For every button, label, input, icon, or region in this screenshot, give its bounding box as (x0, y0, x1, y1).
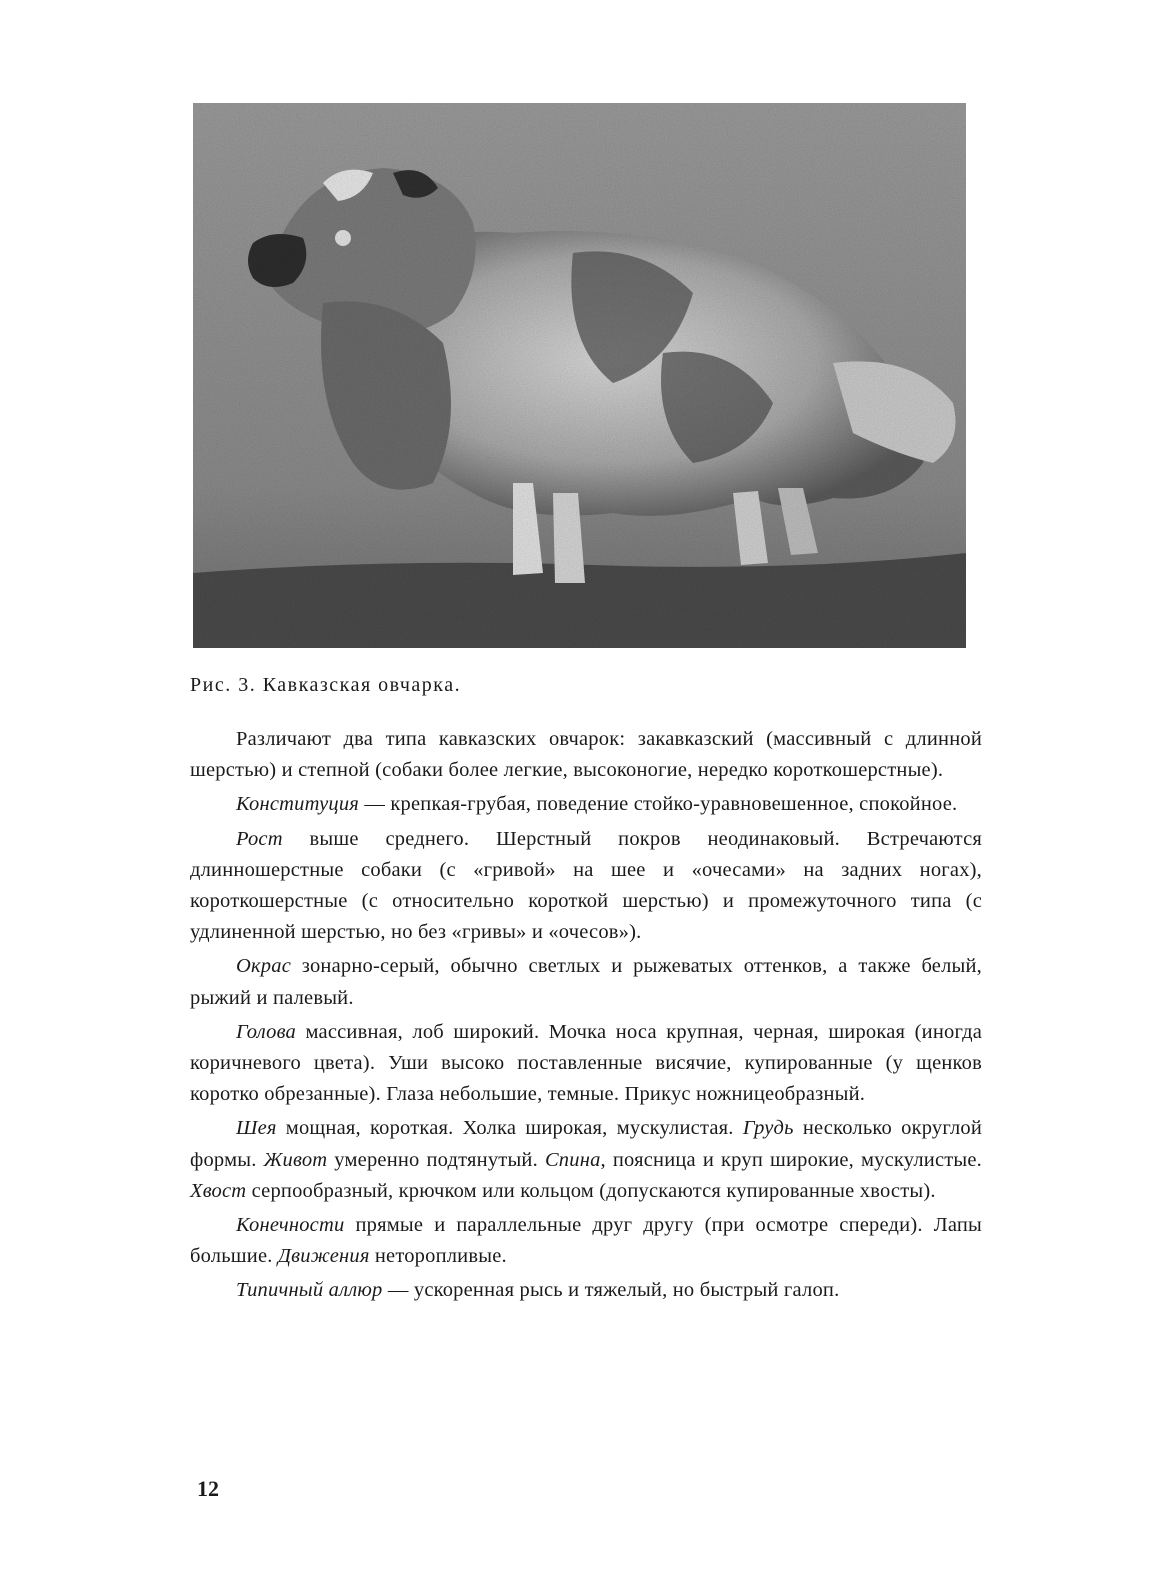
term-constitution: Конституция (236, 793, 360, 816)
term-height: Рост (236, 827, 283, 850)
term-neck: Шея (236, 1117, 277, 1140)
paragraph-types-text: Различают два типа кавказских овчарок: закавказский (массивный с длинной шерстью) и степной (собаки более легкие, высоконогие, нередко короткошерстные). (190, 728, 982, 782)
term-movement: Движения (277, 1245, 370, 1268)
paragraph-neck-text-5: серпообразный, крючком или кольцом (допускаются купированные хвосты). (246, 1179, 936, 1202)
paragraph-constitution (190, 789, 982, 820)
paragraph-neck-text-1: мощная, короткая. Холка широкая, мускулистая. (276, 1117, 743, 1140)
term-limbs: Конечности (236, 1214, 345, 1237)
paragraph-neck-text-2: несколько округлой формы. (190, 1117, 982, 1171)
paragraph-color (190, 951, 982, 1013)
body-text (190, 724, 982, 1307)
paragraph-gait (190, 1275, 982, 1306)
paragraph-gait-text: — ускоренная рысь и тяжелый, но быстрый галоп. (382, 1279, 840, 1302)
paragraph-neck-text-4: , поясница и круп широкие, мускулистые. (600, 1148, 983, 1171)
paragraph-head-text: массивная, лоб широкий. Мочка носа крупная, черная, широкая (иногда коричневого цвета). Уши высоко поставленные висячие, купированные (у щенков коротко обрезанные). Глаза небольшие, темные. Прикус ножницеобразный. (190, 1020, 982, 1106)
paragraph-head (190, 1017, 982, 1111)
paragraph-color-text: зонарно-серый, обычно светлых и рыжеватых оттенков, а также белый, рыжий и палевый. (190, 955, 982, 1009)
paragraph-neck (190, 1113, 982, 1207)
term-tail: Хвост (190, 1179, 247, 1202)
term-back: Спина (544, 1148, 601, 1171)
paragraph-height-text: выше среднего. Шерстный покров неодинаковый. Встречаются длинношерстные собаки (с «гривой» на шее и «очесами» на задних ногах), короткошерстные (с относительно короткой шерстью) и промежуточного типа (с удлиненной шерстью, но без «гривы» и «очесов»). (190, 827, 982, 944)
dog-photo-icon (193, 103, 966, 648)
term-gait: Типичный аллюр (236, 1279, 383, 1302)
term-belly: Живот (263, 1148, 328, 1171)
dog-photo-drawing (193, 103, 966, 648)
page-number: 12 (197, 1476, 219, 1501)
term-chest: Грудь (742, 1117, 794, 1140)
figure-caption: Рис. 3. Кавказская овчарка. (190, 674, 462, 696)
term-color: Окрас (236, 955, 291, 978)
paragraph-types (190, 724, 982, 786)
term-head: Голова (236, 1020, 296, 1043)
paragraph-limbs-text-1: прямые и параллельные друг другу (при осмотре спереди). Лапы большие. (190, 1214, 982, 1268)
paragraph-constitution-text: — крепкая-грубая, поведение стойко-уравновешенное, спокойное. (359, 793, 958, 816)
paragraph-limbs-text-2: неторопливые. (369, 1245, 507, 1268)
paragraph-neck-text-3: умеренно подтянутый. (327, 1148, 545, 1171)
paragraph-height (190, 824, 982, 949)
paragraph-limbs (190, 1210, 982, 1272)
